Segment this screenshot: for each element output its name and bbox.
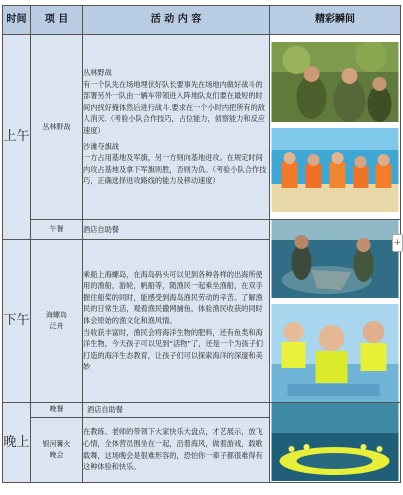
item-afternoon-line1: 海螺岛 [46,310,67,319]
header-item: 项 目 [31,6,83,35]
activity-party: 在教练、老师的带领下大家快乐大盘点，才艺展示，放飞心情，全体营员围坐在一起，沿着海风，做着游戏，载歌载舞，这场晚会是很难形容的，恐怕你一辈子都很难得有这种体验和快乐。 [83,417,270,482]
afternoon-para2: 当收获丰富时，渔民会将海洋生物的肥料，还有鱼类和海洋生物，今天孩子可以见到“活物”了，还是一个为孩子们打造的海洋生态教育，让孩子们可以探索海洋的深邃和美妙 [83,327,263,372]
photos-morning [270,35,401,220]
table-row-jungle [3,35,401,220]
item-party-line1: 银河篝火 [42,439,71,448]
table-row-dinner [3,403,401,418]
item-dinner: 晚餐 [31,403,83,418]
flag-title: 沙滩夺旗战 [83,141,119,151]
bonfire-party-photo [270,403,400,481]
header-activity: 活 动 内 容 [83,6,270,35]
item-party-line2: 晚会 [49,450,64,459]
item-afternoon [31,239,83,402]
jungle-desc: 有一个队先在场地埋伏好队长要事先在场地内做好战斗的部署另外一队由一辆车带领进入阵地队友们要在最短的时间内找好掩体然后进行战斗.要求在一个小时内把所有的敌人消灭.（考验小队合作技巧，占位能力，侦察能力和反应速度） [83,79,265,135]
item-afternoon-line2: 泛舟 [49,321,64,330]
photos-evening [270,403,401,483]
header-moments: 精彩瞬间 [270,6,401,35]
schedule-table [2,5,401,483]
photos-afternoon [270,220,401,403]
beach-flag-photo [270,128,400,212]
expand-handle-icon[interactable]: + [392,234,403,252]
flag-desc: 一方占用基地及军旗，另一方则向基地进攻。在规定时间内攻占基地及拿下军旗则胜，否则为负。（考验小队合作技巧，正确选择进攻路线的能力及移动速度） [83,153,267,186]
header-row [3,6,401,35]
header-time: 时间 [3,6,31,35]
activity-lunch: 酒店自助餐 [83,220,270,240]
jungle-title: 丛林野战 [83,68,112,78]
item-party [31,417,83,482]
time-afternoon: 下午 [3,239,31,402]
life-jacket-kids-photo [270,304,400,402]
table-row-lunch [3,220,401,240]
item-jungle: 丛林野战 [31,35,83,220]
afternoon-para1: 乘船上海螺岛，在海岛码头可以见到各种各样的出海所使用的渔船，游轮，帆船等，随渔民一起乘坐渔船，在双手握住船桨的同时，能感受到海岛渔民劳动的辛苦。了解渔民的日常生活，观看渔民撒网捕鱼，体验渔民收获的同时体会原始的渔文化和渔风情。 [83,269,263,325]
time-evening: 晚上 [3,403,31,483]
activity-afternoon [83,239,270,402]
item-lunch: 午餐 [31,220,83,240]
fishing-net-photo [270,220,400,298]
time-morning: 上午 [3,35,31,240]
jungle-battle-photo [270,42,400,122]
activity-jungle [83,35,270,220]
activity-dinner: 酒店自助餐 [83,403,270,418]
